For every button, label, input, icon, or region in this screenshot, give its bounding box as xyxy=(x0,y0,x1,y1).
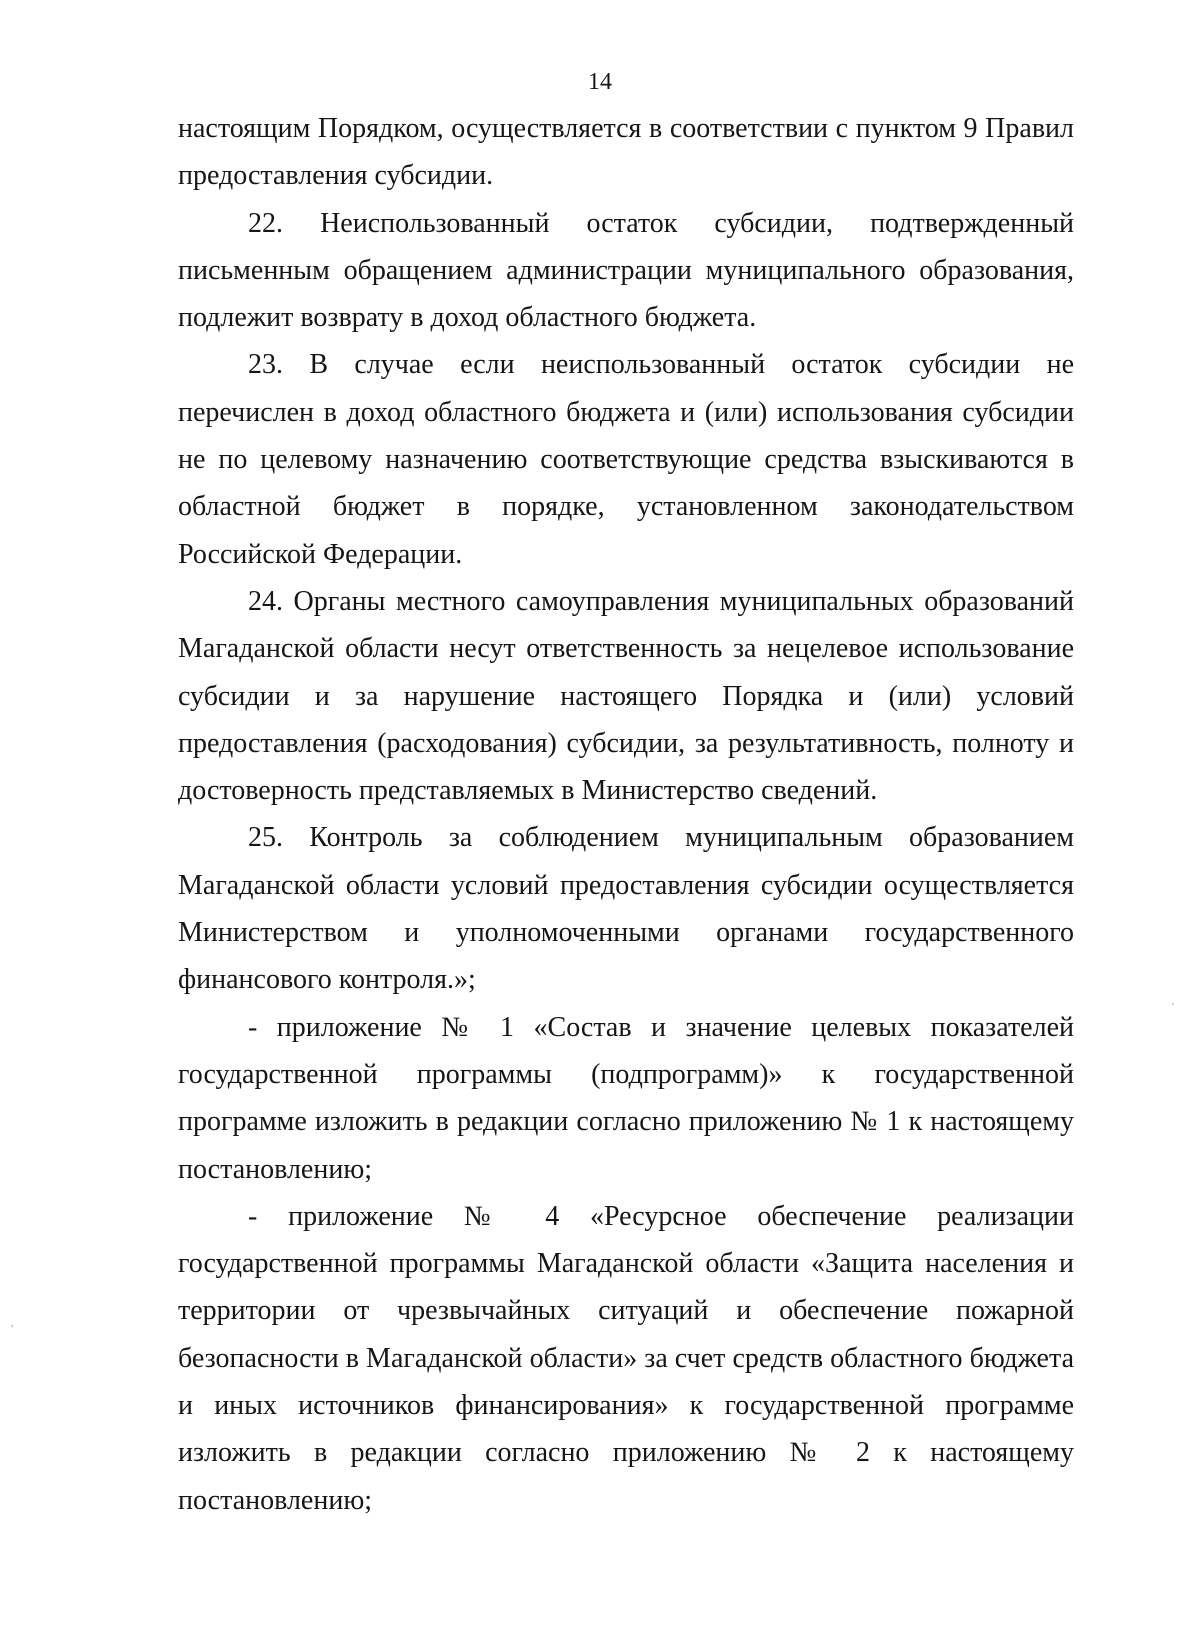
list-item-appendix-1: - приложение № 1 «Состав и значение целевых показателей государственной программы (подпрограмм)» к государственной программе изложить в редакции согласно приложению № 1 к настоящему постановлению; xyxy=(178,1011,1074,1185)
body-text xyxy=(178,105,1074,1524)
scan-speck: , xyxy=(11,1318,14,1329)
paragraph-24: 24. Органы местного самоуправления муниципальных образований Магаданской области несут ответственность за нецелевое использование субсидии и за нарушение настоящего Порядка и (или) условий предоставления (расходования) субсидии, за результативность, полноту и достоверность представляемых в Министерство сведений. xyxy=(178,585,1074,807)
paragraph-25: 25. Контроль за соблюдением муниципальным образованием Магаданской области условий предоставления субсидии осуществляется Министерством и уполномоченными органами государственного финансового контроля.»; xyxy=(178,822,1074,996)
paragraph-22: 22. Неиспользованный остаток субсидии, подтвержденный письменным обращением администрации муниципального образования, подлежит возврату в доход областного бюджета. xyxy=(178,207,1074,334)
scan-speck: ' xyxy=(1172,1002,1174,1013)
paragraph-23: 23. В случае если неиспользованный остаток субсидии не перечислен в доход областного бюджета и (или) использования субсидии не по целевому назначению соответствующие средства взыскиваются в областной бюджет в порядке, установленном законодательством Российской Федерации. xyxy=(178,349,1074,570)
page-number: 14 xyxy=(588,69,612,95)
list-item-appendix-4: - приложение № 4 «Ресурсное обеспечение реализации государственной программы Магаданской области «Защита населения и территории от чрезвычайных ситуаций и обеспечение пожарной безопасности в Магаданской области» за счет средств областного бюджета и иных источников финансирования» к государственной программе изложить в редакции согласно приложению № 2 к настоящему постановлению; xyxy=(178,1200,1074,1516)
paragraph-continuation: настоящим Порядком, осуществляется в соответствии с пунктом 9 Правил предоставления субсидии. xyxy=(178,113,1074,192)
